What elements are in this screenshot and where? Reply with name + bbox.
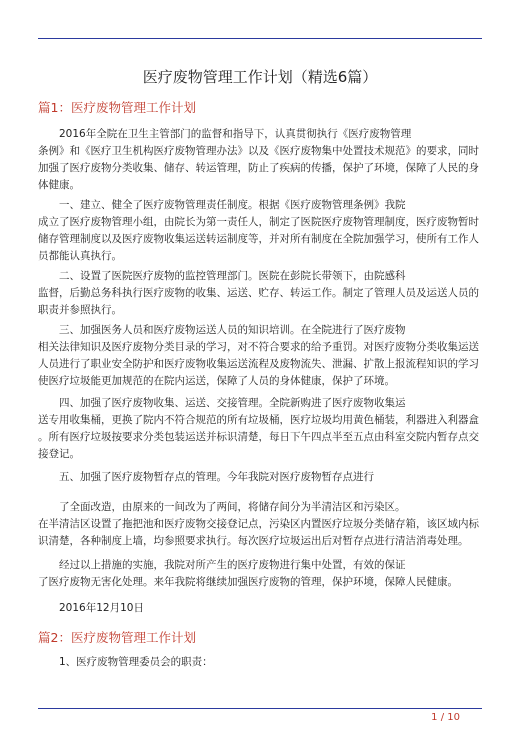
text-line: 二、设置了医院医疗废物的监控管理部门。医院在彭院长带领下，由院感科: [59, 270, 406, 282]
document-date: 2016年12月10日: [59, 602, 144, 614]
text-line: 三、加强医务人员和医疗废物运送人员的知识培训。在全院进行了医疗废物: [59, 324, 406, 336]
text-line: 四、加强了医疗废物收集、运送、交接管理。全院新购进了医疗废物收集运: [59, 397, 406, 409]
page-number: 1 / 10: [431, 712, 460, 723]
paragraph-item-1: [38, 197, 482, 265]
text-line: 人员进行了职业安全防护和医疗废物收集运送流程及废物流失、泄漏、扩散上报流程知识的学习: [38, 358, 479, 370]
text-line: 送专用收集桶，更换了院内不符合规范的所有垃圾桶，医疗垃圾均用黄色桶装，利器进入利器盒: [38, 414, 479, 426]
paragraph-intro: [38, 126, 482, 194]
text-line: 接登记。: [38, 448, 80, 460]
text-line: 职责并参照执行。: [38, 304, 122, 316]
text-line: 成立了医疗废物管理小组，由院长为第一责任人，制定了医院医疗废物管理制度，医疗废物暂时: [38, 216, 479, 228]
text-line: 五、加强了医疗废物暂存点的管理。今年我院对医疗废物暂存点进行: [59, 471, 374, 483]
paragraph-conclusion: [38, 557, 482, 591]
paragraph-item-4: [38, 395, 482, 463]
text-line: 监督，后勤总务科执行医疗废物的收集、运送、贮存、转运工作。制定了管理人员及运送人员的: [38, 287, 479, 299]
paragraph-item-5: [38, 469, 482, 486]
text-line: 在半清洁区设置了拖把池和医疗废物交接登记点，污染区内置医疗垃圾分类储存箱，该区域内标: [38, 518, 479, 530]
paragraph-date: [38, 600, 482, 617]
text-line: 2016年全院在卫生主管部门的监督和指导下，认真贯彻执行《医疗废物管理: [59, 128, 412, 140]
text-line: 员都能认真执行。: [38, 250, 122, 262]
text-line: 了医疗废物无害化处理。来年我院将继续加强医疗废物的管理，保护环境，保障人民健康。: [38, 576, 458, 588]
paragraph-item-3: [38, 322, 482, 390]
text-line: 。所有医疗垃圾按要求分类包装运送并标识清楚，每日下午四点半至五点由科室交院内暂存点交: [38, 431, 479, 443]
section-heading-1: 篇1：医疗废物管理工作计划: [38, 100, 196, 115]
footer-rule: [38, 708, 482, 709]
header-rule: [38, 38, 482, 39]
section-heading-2: 篇2：医疗废物管理工作计划: [38, 630, 196, 645]
text-line: 体健康。: [38, 179, 80, 191]
text-line: 识清楚，各种制度上墙，均参照要求执行。每次医疗垃圾运出后对暂存点进行清洁消毒处理。: [38, 535, 469, 547]
paragraph-item-5-cont: [38, 499, 482, 550]
text-line: 条例》和《医疗卫生机构医疗废物管理办法》以及《医疗废物集中处置技术规范》的要求，同时: [38, 145, 479, 157]
paragraph-item-2: [38, 268, 482, 319]
document-title: 医疗废物管理工作计划（精选6篇）: [142, 68, 378, 86]
text-line: 经过以上措施的实施，我院对所产生的医疗废物进行集中处置，有效的保证: [59, 559, 406, 571]
text-line: 1、医疗废物管理委员会的职责：: [59, 656, 213, 668]
paragraph-duties: [38, 654, 482, 671]
text-line: 相关法律知识及医疗废物分类目录的学习，对不符合要求的给予重罚。对医疗废物分类收集运送: [38, 341, 479, 353]
text-line: 加强了医疗废物分类收集、储存、转运管理，防止了疾病的传播，保护了环境，保障了人民的身: [38, 162, 479, 174]
text-line: 使医疗垃圾能更加规范的在院内运送，保障了人员的身体健康，保护了环境。: [38, 375, 395, 387]
text-line: 储存管理制度以及医疗废物收集运送转运制度等，并对所有制度在全院加强学习，使所有工作人: [38, 233, 479, 245]
text-line: 一、建立、健全了医疗废物管理责任制度。根据《医疗废物管理条例》我院: [59, 199, 406, 211]
text-line: 了全面改造，由原来的一间改为了两间，将储存间分为半清洁区和污染区。: [59, 501, 406, 513]
